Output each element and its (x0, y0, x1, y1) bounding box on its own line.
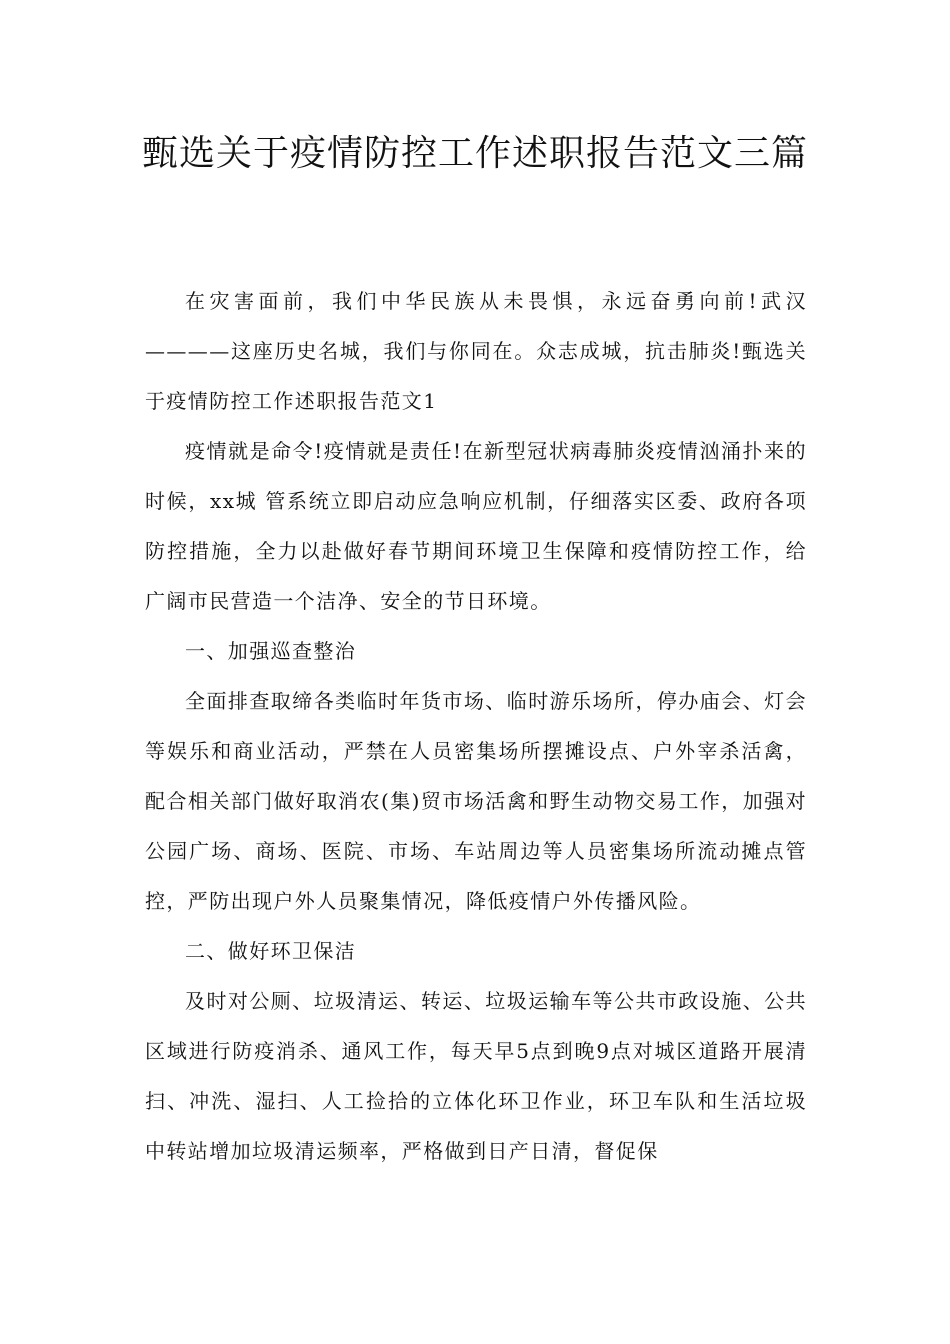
body-paragraph: 及时对公厕、垃圾清运、转运、垃圾运输车等公共市政设施、公共区域进行防疫消杀、通风工作，每天早5点到晚9点对城区道路开展清扫、冲洗、湿扫、人工捡拾的立体化环卫作业，环卫车队和生活垃圾中转站增加垃圾清运频率，严格做到日产日清，督促保 (145, 989, 807, 1163)
document-title: 甄选关于疫情防控工作述职报告范文三篇 (141, 133, 808, 174)
section-heading: 一、加强巡查整治 (185, 639, 357, 663)
document-body (145, 276, 807, 1176)
section-heading: 二、做好环卫保洁 (185, 939, 357, 963)
intro-paragraph: 在灾害面前，我们中华民族从未畏惧，永远奋勇向前!武汉————这座历史名城，我们与你同在。众志成城，抗击肺炎!甄选关于疫情防控工作述职报告范文1 (145, 289, 807, 413)
body-paragraph: 全面排查取缔各类临时年货市场、临时游乐场所，停办庙会、灯会等娱乐和商业活动，严禁在人员密集场所摆摊设点、户外宰杀活禽，配合相关部门做好取消农(集)贸市场活禽和野生动物交易工作，加强对公园广场、商场、医院、市场、车站周边等人员密集场所流动摊点管控，严防出现户外人员聚集情况，降低疫情户外传播风险。 (145, 689, 807, 913)
body-paragraph: 疫情就是命令!疫情就是责任!在新型冠状病毒肺炎疫情汹涌扑来的时候，xx城 管系统立即启动应急响应机制，仔细落实区委、政府各项防控措施，全力以赴做好春节期间环境卫生保障和疫情防控工作，给广阔市民营造一个洁净、安全的节日环境。 (145, 439, 807, 613)
